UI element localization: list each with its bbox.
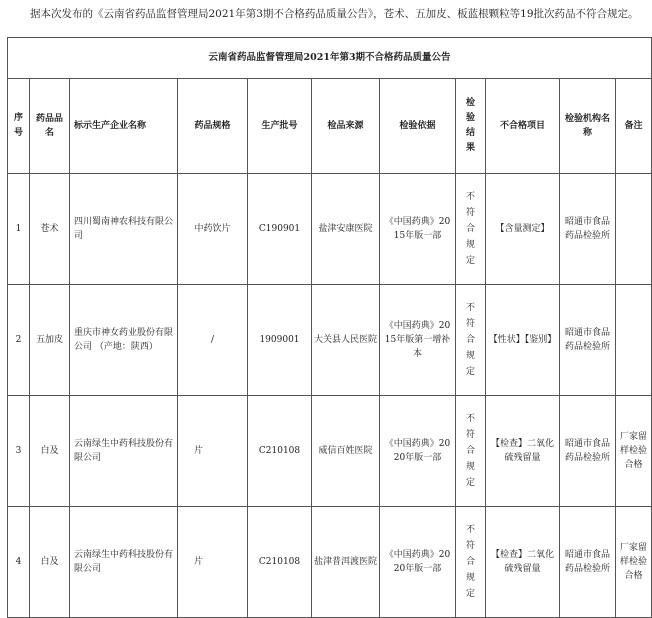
cell-note: 厂家留样检验合格 <box>616 507 652 618</box>
table-title: 云南省药品监督管理局2021年第3期不合格药品质量公告 <box>8 38 652 79</box>
cell-maker: 重庆市神女药业股份有限公司 （产地：陕西） <box>70 285 178 396</box>
cell-seq: 4 <box>8 507 30 618</box>
header-batch: 生产批号 <box>248 79 312 174</box>
cell-agency: 昭通市食品药品检验所 <box>560 507 616 618</box>
table-row <box>8 507 652 618</box>
table-header-row <box>8 79 652 174</box>
cell-batch: 1909001 <box>248 285 312 396</box>
cell-item: 【检查】二氧化硫残留量 <box>486 396 560 507</box>
header-item: 不合格项目 <box>486 79 560 174</box>
cell-agency: 昭通市食品药品检验所 <box>560 396 616 507</box>
cell-result: 不符合规定 <box>456 396 486 507</box>
cell-spec: / <box>178 285 248 396</box>
cell-result: 不符合规定 <box>456 507 486 618</box>
cell-batch: C210108 <box>248 507 312 618</box>
intro-paragraph: 据本次发布的《云南省药品监督管理局2021年第3期不合格药品质量公告》，苍术、五加皮、板蓝根颗粒等19批次药品不符合规定。 <box>30 8 639 20</box>
cell-basis: 《中国药典》2020年版一部 <box>380 507 456 618</box>
cell-item: 【性状】【鉴别】 <box>486 285 560 396</box>
cell-note <box>616 174 652 285</box>
cell-spec: 片 <box>178 396 248 507</box>
cell-name: 苍术 <box>30 174 70 285</box>
cell-source: 大关县人民医院 <box>312 285 380 396</box>
header-seq: 序号 <box>8 79 30 174</box>
header-agency: 检验机构名称 <box>560 79 616 174</box>
cell-name: 白及 <box>30 507 70 618</box>
cell-spec: 中药饮片 <box>178 174 248 285</box>
header-basis: 检验依据 <box>380 79 456 174</box>
header-source: 检品来源 <box>312 79 380 174</box>
cell-agency: 昭通市食品药品检验所 <box>560 174 616 285</box>
table-row <box>8 396 652 507</box>
quality-report-table <box>7 37 652 618</box>
cell-batch: C190901 <box>248 174 312 285</box>
cell-name: 五加皮 <box>30 285 70 396</box>
table-row <box>8 174 652 285</box>
cell-basis: 《中国药典》2015年版一部 <box>380 174 456 285</box>
cell-basis: 《中国药典》2015年版第一增补本 <box>380 285 456 396</box>
cell-source: 威信百姓医院 <box>312 396 380 507</box>
cell-seq: 3 <box>8 396 30 507</box>
cell-basis: 《中国药典》2020年版一部 <box>380 396 456 507</box>
cell-source: 盐津安康医院 <box>312 174 380 285</box>
cell-batch: C210108 <box>248 396 312 507</box>
cell-maker: 四川蜀南神农科技有限公司 <box>70 174 178 285</box>
cell-spec: 片 <box>178 507 248 618</box>
table-row <box>8 285 652 396</box>
header-maker: 标示生产企业名称 <box>70 79 178 174</box>
cell-maker: 云南绿生中药科技股份有限公司 <box>70 507 178 618</box>
cell-result: 不符合规定 <box>456 285 486 396</box>
cell-seq: 1 <box>8 174 30 285</box>
cell-item: 【检查】二氧化硫残留量 <box>486 507 560 618</box>
cell-note <box>616 285 652 396</box>
cell-agency: 昭通市食品药品检验所 <box>560 285 616 396</box>
header-name: 药品品名 <box>30 79 70 174</box>
cell-source: 盐津普洱渡医院 <box>312 507 380 618</box>
cell-seq: 2 <box>8 285 30 396</box>
header-note: 备注 <box>616 79 652 174</box>
cell-result: 不符合规定 <box>456 174 486 285</box>
cell-item: 【含量测定】 <box>486 174 560 285</box>
cell-note: 厂家留样检验合格 <box>616 396 652 507</box>
cell-maker: 云南绿生中药科技股份有限公司 <box>70 396 178 507</box>
header-result: 检验结果 <box>456 79 486 174</box>
header-spec: 药品规格 <box>178 79 248 174</box>
cell-name: 白及 <box>30 396 70 507</box>
